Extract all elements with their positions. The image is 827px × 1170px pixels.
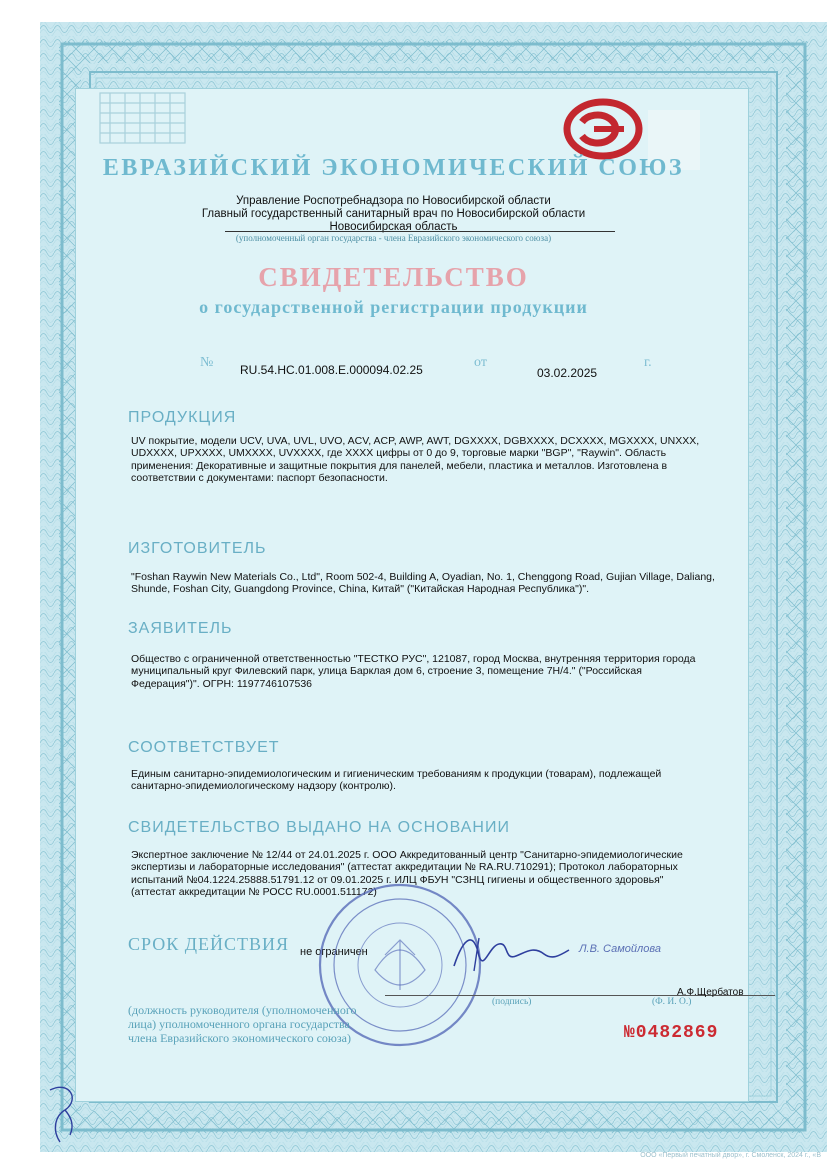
applicant-text xyxy=(131,653,771,690)
validity-heading: СРОК ДЕЙСТВИЯ xyxy=(128,934,290,954)
authority-divider xyxy=(225,231,615,232)
form-serial-number: №0482869 xyxy=(624,1023,719,1043)
authority-line-1: Управление Роспотребнадзора по Новосибирской области xyxy=(236,195,551,207)
year-label: г. xyxy=(644,355,652,370)
handwritten-name: Л.В. Самойлова xyxy=(579,943,661,955)
signatory-name: А.Ф.Щербатов xyxy=(677,987,744,998)
basis-line: (аттестат аккредитации № РОСС RU.0001.511172) xyxy=(131,886,377,899)
basis-line: Экспертное заключение № 12/44 от 24.01.2025 г. ООО Аккредитованный центр "Санитарно-эпидемиологические xyxy=(131,849,683,861)
certificate-subtitle: о государственной регистрации продукции xyxy=(199,297,588,317)
applicant-line: Общество с ограниченной ответственностью "ТЕСТКО РУС", 121087, город Москва, внутренняя территория города xyxy=(131,653,696,665)
authority-line-2: Главный государственный санитарный врач по Новосибирской области xyxy=(201,208,586,220)
signature-caption: (подпись) xyxy=(492,997,532,1007)
printer-note: ООО «Первый печатный двор», г. Смоленск, 2024 г., «В xyxy=(640,1152,821,1159)
handwritten-initial-icon xyxy=(40,1080,90,1150)
applicant-line: Федерация")". ОГРН: 1197746107536 xyxy=(131,677,312,690)
name-caption: (Ф. И. О.) xyxy=(652,997,692,1007)
applicant-line: муниципальный круг Филевский парк, улица Барклая дом 6, строение 3, помещение 7Н/4." ("Российская xyxy=(131,665,642,678)
basis-line: экспертизы и лабораторные исследования" (аттестат аккредитации № RA.RU.710291); Протокол лабораторных xyxy=(131,861,678,874)
number-label: № xyxy=(200,355,214,370)
product-line: применения: Декоративные и защитные покрытия для панелей, мебели, пластика и металлов. Изготовлена в xyxy=(131,459,668,472)
section-heading-product: ПРОДУКЦИЯ xyxy=(128,409,237,426)
eac-logo-icon xyxy=(562,98,644,160)
authority-line-3: Новосибирская область xyxy=(329,221,458,233)
section-heading-manufacturer: ИЗГОТОВИТЕЛЬ xyxy=(128,540,267,557)
date-from-label: от xyxy=(474,355,487,370)
validity-value: не ограничен xyxy=(300,946,368,958)
manufacturer-text xyxy=(131,571,781,596)
product-line: UDXXXX, UPXXXX, UMXXXX, UVXXXX, где XXXX цифры от 0 до 9, торговые марки "BGP", "Raywin". Область xyxy=(131,447,667,460)
manufacturer-line: "Foshan Raywin New Materials Co., Ltd", Room 502-4, Building A, Oyadian, No. 1, Chenggong Road, Gujian Village, Daliang, xyxy=(131,571,715,583)
product-line: UV покрытие, модели UCV, UVA, UVL, UVO, ACV, ACP, AWP, AWT, DGXXXX, DGBXXXX, DCXXXX, MGXXXX, UNXXX, xyxy=(131,435,700,447)
certificate-title: СВИДЕТЕЛЬСТВО xyxy=(258,262,529,292)
section-heading-conforms: СООТВЕТСТВУЕТ xyxy=(128,739,280,756)
section-heading-applicant: ЗАЯВИТЕЛЬ xyxy=(128,620,233,637)
conforms-text xyxy=(131,768,771,793)
signature-icon xyxy=(444,926,574,976)
position-caption xyxy=(128,1003,356,1045)
position-line: члена Евразийского экономического союза) xyxy=(128,1031,351,1045)
position-line: лица) уполномоченного органа государства xyxy=(128,1017,350,1031)
conforms-line: Единым санитарно-эпидемиологическим и гигиеническим требованиям к продукции (товарам), подлежащей xyxy=(131,768,662,780)
authority-note: (уполномоченный орган государства - члена Евразийского экономического союза) xyxy=(235,233,552,243)
section-heading-basis: СВИДЕТЕЛЬСТВО ВЫДАНО НА ОСНОВАНИИ xyxy=(128,819,510,836)
product-text xyxy=(131,435,771,485)
position-line: (должность руководителя (уполномоченного xyxy=(128,1003,357,1017)
product-line: соответствии с документами: паспорт безопасности. xyxy=(131,472,388,485)
registration-date: 03.02.2025 xyxy=(537,366,598,380)
manufacturer-line: Shunde, Foshan City, Guangdong Province, China, Китай" ("Китайская Народная Республика")". xyxy=(131,583,590,596)
basis-line: испытаний №04.1224.25888.51791.12 от 09.01.2025 г. ИЛЦ ФБУН "СЗНЦ гигиены и общественного здоровья" xyxy=(131,873,664,886)
ornament-stamp-icon xyxy=(95,88,190,148)
conforms-line: санитарно-эпидемиологическому надзору (контролю). xyxy=(131,780,396,793)
registration-number: RU.54.НС.01.008.Е.000094.02.25 xyxy=(240,363,423,377)
union-title: ЕВРАЗИЙСКИЙ ЭКОНОМИЧЕСКИЙ СОЮЗ xyxy=(102,155,685,181)
